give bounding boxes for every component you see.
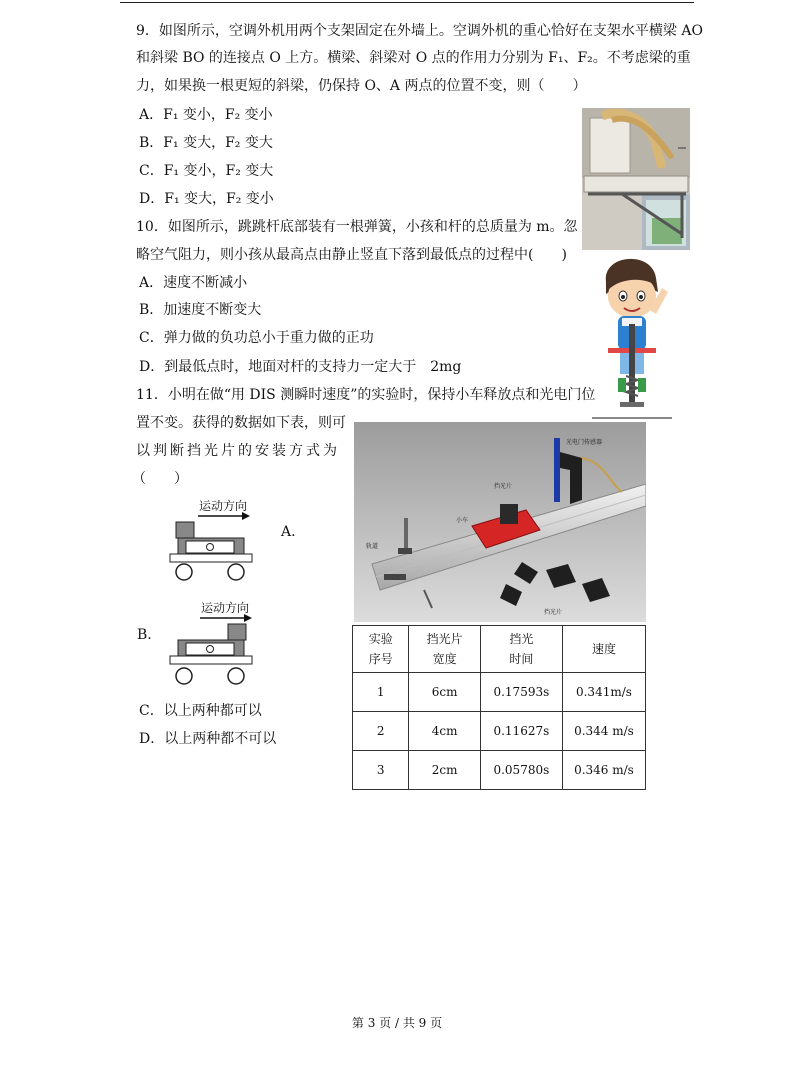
table-row (353, 751, 646, 790)
q9-option-a: A．F₁ 变小，F₂ 变小 (139, 107, 273, 123)
cell-width: 6cm (409, 673, 480, 712)
header-speed: 速度 (562, 626, 645, 673)
fig-b-direction-label: 运动方向 (201, 601, 250, 615)
q9-option-d: D．F₁ 变大，F₂ 变小 (139, 191, 274, 207)
q9-option-c: C．F₁ 变小，F₂ 变大 (139, 163, 274, 179)
cell-speed: 0.346 m/s (562, 751, 645, 790)
cart-diagram-a (168, 512, 258, 584)
table-row (353, 673, 646, 712)
table-row (353, 712, 646, 751)
cell-speed: 0.344 m/s (562, 712, 645, 751)
q11-option-d: D．以上两种都不可以 (139, 731, 277, 747)
photo-label-track: 轨道 (366, 543, 379, 550)
header-flag-width: 挡光片 宽度 (409, 626, 480, 673)
fig-a-direction-label: 运动方向 (199, 499, 248, 513)
cell-time: 0.17593s (480, 673, 562, 712)
q10-option-a: A．速度不断减小 (139, 275, 248, 291)
q11-line-4: （ ） (132, 471, 188, 487)
q9-line-2: 和斜梁 BO 的连接点 O 上方。横梁、斜梁对 O 点的作用力分别为 F₁、F₂。不考虑梁的重 (136, 50, 691, 66)
q10-option-b: B．加速度不断变大 (139, 302, 262, 318)
cell-trial: 3 (353, 751, 409, 790)
q10-line-1: 10．如图所示，跳跳杆底部装有一根弹簧，小孩和杆的总质量为 m。忽 (136, 219, 578, 235)
fig-a-letter: A. (281, 524, 296, 540)
q10-option-d: D．到最低点时，地面对杆的支持力一定大于 2mg (139, 359, 462, 375)
q11-option-c: C．以上两种都可以 (139, 703, 262, 719)
photo-label-flags: 挡光片 (544, 609, 563, 616)
ac-unit-photo (582, 108, 690, 250)
experiment-data-table (352, 625, 646, 790)
dis-experiment-photo (354, 422, 646, 622)
cell-width: 2cm (409, 751, 480, 790)
pogo-stick-child-image (592, 252, 672, 422)
cell-time: 0.11627s (480, 712, 562, 751)
q9-line-1: 9．如图所示，空调外机用两个支架固定在外墙上。空调外机的重心恰好在支架水平横梁 AO (136, 23, 703, 39)
fig-b-letter: B. (137, 627, 152, 643)
photo-label-flag: 挡光片 (494, 483, 513, 490)
header-trial-no: 实验 序号 (353, 626, 409, 673)
q10-option-c: C．弹力做的负功总小于重力做的正功 (139, 330, 374, 346)
q9-line-3: 力，如果换一根更短的斜梁，仍保持 O、A 两点的位置不变，则（ ） (136, 78, 587, 94)
cell-time: 0.05780s (480, 751, 562, 790)
page-footer: 第 3 页 / 共 9 页 (351, 1016, 443, 1030)
cell-trial: 1 (353, 673, 409, 712)
cart-diagram-b (168, 614, 258, 686)
table-header-row (353, 626, 646, 673)
cell-trial: 2 (353, 712, 409, 751)
photo-label-cart: 小车 (456, 517, 469, 524)
q11-line-2: 置不变。获得的数据如下表，则可 (136, 415, 346, 431)
cell-speed: 0.341m/s (562, 673, 645, 712)
top-rule (120, 2, 694, 3)
photo-label-sensor: 光电门传感器 (566, 439, 603, 446)
header-block-time: 挡光 时间 (480, 626, 562, 673)
q11-line-3: 以判断挡光片的安装方式为 (136, 443, 340, 459)
q9-option-b: B．F₁ 变大，F₂ 变大 (139, 135, 273, 151)
q11-line-1: 11．小明在做“用 DIS 测瞬时速度”的实验时，保持小车释放点和光电门位 (136, 387, 596, 403)
cell-width: 4cm (409, 712, 480, 751)
q10-line-2: 略空气阻力，则小孩从最高点由静止竖直下落到最低点的过程中( ) (136, 247, 567, 263)
